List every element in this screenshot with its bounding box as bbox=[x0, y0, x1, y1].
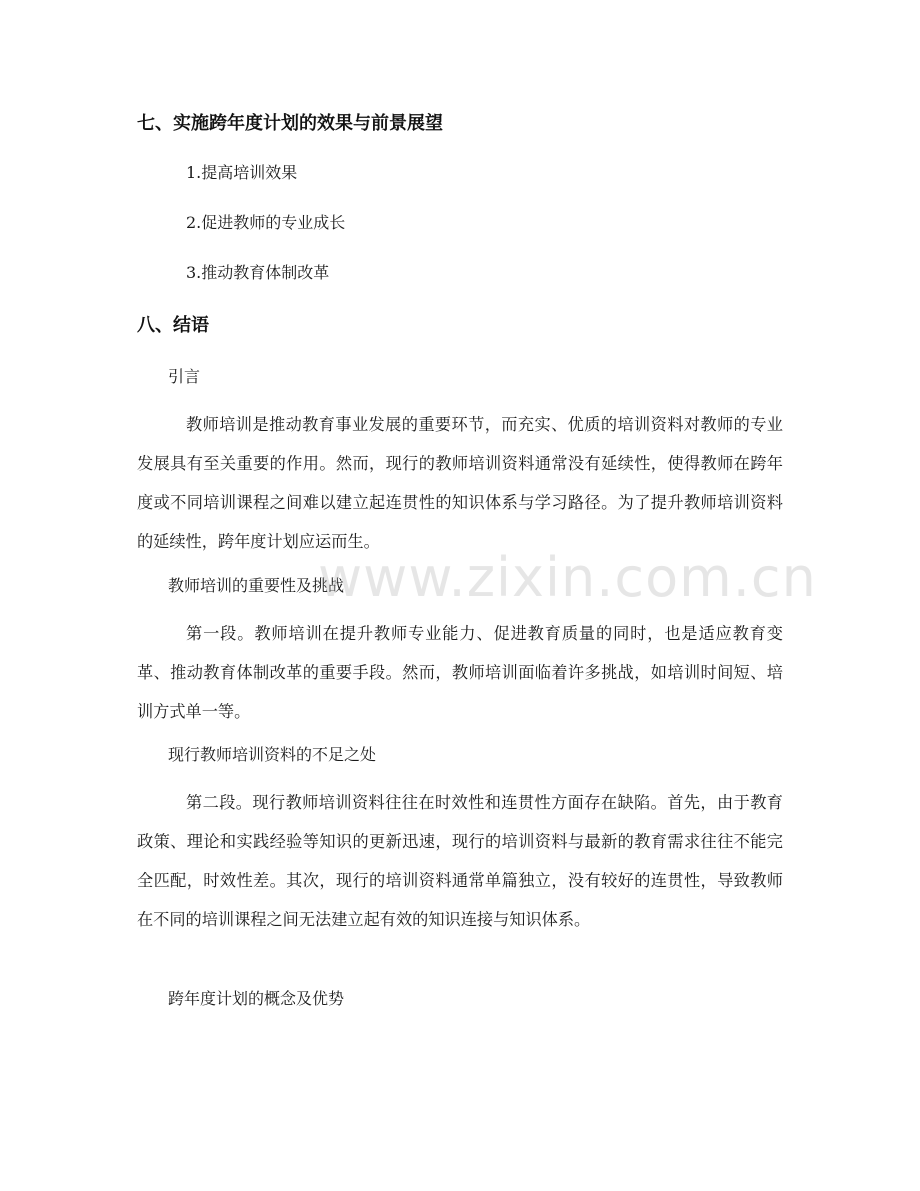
list-item: 2.促进教师的专业成长 bbox=[186, 213, 346, 232]
section-heading-7: 七、实施跨年度计划的效果与前景展望 bbox=[137, 113, 443, 134]
paragraph-first: 第一段。教师培训在提升教师专业能力、促进教育质量的同时，也是适应教育变革、推动教育体制改革的重要手段。然而，教师培训面临着许多挑战，如培训时间短、培训方式单一等。 bbox=[137, 624, 783, 721]
subheading-intro: 引言 bbox=[168, 367, 201, 386]
list-item: 1.提高培训效果 bbox=[186, 163, 298, 182]
subheading-shortcomings: 现行教师培训资料的不足之处 bbox=[168, 745, 377, 764]
subheading-concept: 跨年度计划的概念及优势 bbox=[168, 989, 345, 1008]
section-heading-8: 八、结语 bbox=[137, 315, 209, 336]
paragraph-second: 第二段。现行教师培训资料往往在时效性和连贯性方面存在缺陷。首先，由于教育政策、理论和实践经验等知识的更新迅速，现行的培训资料与最新的教育需求往往不能完全匹配，时效性差。其次，现行的培训资料通常单篇独立，没有较好的连贯性，导致教师在不同的培训课程之间无法建立起有效的知识连接与知识体系。 bbox=[137, 793, 783, 929]
list-item: 3.推动教育体制改革 bbox=[186, 263, 330, 282]
paragraph-intro: 教师培训是推动教育事业发展的重要环节，而充实、优质的培训资料对教师的专业发展具有至关重要的作用。然而，现行的教师培训资料通常没有延续性，使得教师在跨年度或不同培训课程之间难以建立起连贯性的知识体系与学习路径。为了提升教师培训资料的延续性，跨年度计划应运而生。 bbox=[137, 415, 783, 551]
subheading-importance: 教师培训的重要性及挑战 bbox=[168, 576, 345, 595]
watermark: www.zixin.com.cn bbox=[318, 546, 817, 609]
